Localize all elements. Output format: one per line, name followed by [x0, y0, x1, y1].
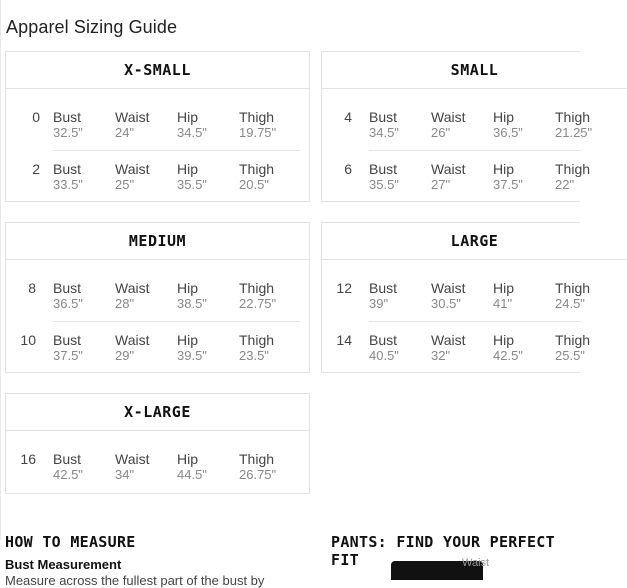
measure-value: 21.25": [555, 125, 593, 140]
measure-label: Thigh: [239, 161, 275, 177]
size-card-large: [321, 222, 591, 373]
size-row: [6, 451, 309, 491]
size-row: [322, 109, 593, 149]
measure-label: Bust: [53, 109, 82, 125]
measure-label: Waist: [115, 451, 150, 467]
thigh-measure: [555, 109, 592, 141]
bust-measure: [369, 161, 399, 193]
row-divider: [53, 150, 300, 151]
hip-measure: [177, 451, 207, 483]
measure-label: Hip: [177, 332, 199, 348]
measure-value: 37.5": [493, 177, 523, 192]
measure-label: Hip: [177, 161, 199, 177]
measure-label: Thigh: [239, 332, 275, 348]
size-card-title: MEDIUM: [6, 223, 309, 260]
size-row: [6, 280, 309, 320]
measure-label: Waist: [115, 332, 150, 348]
size-number: 10: [20, 332, 36, 348]
measure-value: 40.5": [369, 348, 399, 363]
measure-value: 35.5": [177, 177, 207, 192]
measure-label: Hip: [177, 280, 199, 296]
measure-label: Waist: [431, 161, 466, 177]
size-card-title: SMALL: [322, 52, 627, 89]
size-row: [6, 109, 309, 149]
measure-value: 33.5": [53, 177, 83, 192]
measure-value: 35.5": [369, 177, 399, 192]
size-number: 4: [344, 109, 352, 125]
measure-value: 24.5": [555, 296, 585, 311]
size-card-x-large: [5, 393, 310, 494]
thigh-measure: [239, 109, 276, 141]
measure-label: Hip: [493, 109, 515, 125]
measure-label: Bust: [369, 332, 398, 348]
measure-label: Hip: [177, 451, 199, 467]
measure-label: Bust: [53, 451, 82, 467]
size-card-title: X-LARGE: [6, 394, 309, 431]
size-row: [6, 161, 309, 201]
hip-measure: [177, 109, 207, 141]
measure-value: 34.5": [177, 125, 207, 140]
bust-measure: [53, 332, 83, 364]
measure-label: Hip: [493, 280, 515, 296]
measure-value: 25": [115, 177, 135, 192]
measure-value: 20.5": [239, 177, 269, 192]
measure-value: 38.5": [177, 296, 207, 311]
page-title: Apparel Sizing Guide: [6, 17, 178, 37]
measure-value: 37.5": [53, 348, 83, 363]
measure-value: 26": [431, 125, 451, 140]
size-card-title: LARGE: [322, 223, 627, 260]
thigh-measure: [239, 332, 274, 364]
measure-value: 19.75": [239, 125, 277, 140]
bust-measure: [53, 451, 83, 483]
size-card-medium: [5, 222, 310, 373]
how-to-measure-heading: HOW TO MEASURE: [5, 533, 136, 551]
measure-value: 30.5": [431, 296, 461, 311]
bust-measure: [53, 161, 83, 193]
measure-value: 44.5": [177, 467, 207, 482]
size-row: [322, 280, 591, 320]
size-number: 12: [336, 280, 352, 296]
thigh-measure: [239, 451, 276, 483]
waist-measure: [115, 332, 149, 364]
waist-measure: [115, 280, 149, 312]
size-number: 14: [336, 332, 352, 348]
bust-measure: [53, 109, 83, 141]
bust-measurement-text: Measure across the fullest part of the bust by: [5, 573, 265, 588]
measure-label: Thigh: [239, 280, 275, 296]
measure-label: Waist: [431, 280, 466, 296]
measure-label: Waist: [115, 109, 150, 125]
hip-measure: [493, 161, 523, 193]
measure-value: 26.75": [239, 467, 277, 482]
measure-value: 34": [115, 467, 135, 482]
waist-photo-label: Waist: [462, 557, 490, 569]
waist-measure: [431, 280, 465, 312]
measure-value: 42.5": [53, 467, 83, 482]
measure-value: 29": [115, 348, 135, 363]
hip-measure: [493, 280, 514, 312]
measure-label: Bust: [53, 161, 82, 177]
measure-value: 42.5": [493, 348, 523, 363]
hip-measure: [177, 332, 207, 364]
thigh-measure: [239, 161, 274, 193]
measure-value: 32.5": [53, 125, 83, 140]
waist-measure: [431, 109, 465, 141]
measure-value: 32": [431, 348, 451, 363]
measure-value: 22": [555, 177, 575, 192]
measure-label: Bust: [369, 280, 398, 296]
measure-label: Thigh: [555, 280, 591, 296]
size-row: [322, 161, 591, 201]
size-card-small: [321, 51, 593, 202]
waist-measure: [431, 161, 465, 193]
size-number: 0: [32, 109, 40, 125]
hip-measure: [177, 161, 207, 193]
measure-label: Thigh: [555, 332, 591, 348]
measure-value: 23.5": [239, 348, 269, 363]
size-number: 6: [344, 161, 352, 177]
measure-value: 36.5": [493, 125, 523, 140]
measure-value: 34.5": [369, 125, 399, 140]
size-row: [6, 332, 309, 372]
measure-value: 41": [493, 296, 513, 311]
measure-label: Bust: [369, 161, 398, 177]
row-divider: [369, 321, 581, 322]
pants-fit-heading: PANTS: FIND YOUR PERFECT FIT: [331, 533, 555, 569]
measure-value: 22.75": [239, 296, 277, 311]
measure-label: Bust: [369, 109, 398, 125]
measure-label: Thigh: [555, 109, 591, 125]
bust-measure: [369, 109, 399, 141]
measure-value: 27": [431, 177, 451, 192]
measure-label: Waist: [115, 280, 150, 296]
measure-label: Hip: [493, 332, 515, 348]
row-divider: [53, 321, 300, 322]
waist-measure: [115, 109, 149, 141]
measure-label: Bust: [53, 280, 82, 296]
measure-value: 24": [115, 125, 135, 140]
size-card-x-small: [5, 51, 310, 202]
waist-measure: [115, 161, 149, 193]
measure-value: 28": [115, 296, 135, 311]
measure-label: Bust: [53, 332, 82, 348]
measure-value: 39": [369, 296, 389, 311]
measure-label: Thigh: [239, 109, 275, 125]
thigh-measure: [239, 280, 276, 312]
bust-measure: [53, 280, 83, 312]
measure-value: 39.5": [177, 348, 207, 363]
size-number: 8: [28, 280, 36, 296]
hip-measure: [493, 109, 523, 141]
thigh-measure: [555, 280, 590, 312]
measure-label: Thigh: [555, 161, 591, 177]
row-divider: [369, 150, 581, 151]
measure-label: Hip: [177, 109, 199, 125]
waist-measure: [431, 332, 465, 364]
measure-value: 36.5": [53, 296, 83, 311]
hip-measure: [177, 280, 207, 312]
left-border: [0, 0, 1, 540]
bust-measure: [369, 332, 399, 364]
thigh-measure: [555, 332, 590, 364]
size-number: 2: [32, 161, 40, 177]
hip-measure: [493, 332, 523, 364]
measure-label: Hip: [493, 161, 515, 177]
bust-measurement-heading: Bust Measurement: [5, 557, 122, 572]
measure-label: Waist: [431, 109, 466, 125]
measure-label: Waist: [115, 161, 150, 177]
size-number: 16: [20, 451, 36, 467]
measure-value: 25.5": [555, 348, 585, 363]
size-card-title: X-SMALL: [6, 52, 309, 89]
thigh-measure: [555, 161, 590, 193]
waist-measure: [115, 451, 149, 483]
measure-label: Thigh: [239, 451, 275, 467]
size-row: [322, 332, 591, 372]
bust-measure: [369, 280, 397, 312]
measure-label: Waist: [431, 332, 466, 348]
